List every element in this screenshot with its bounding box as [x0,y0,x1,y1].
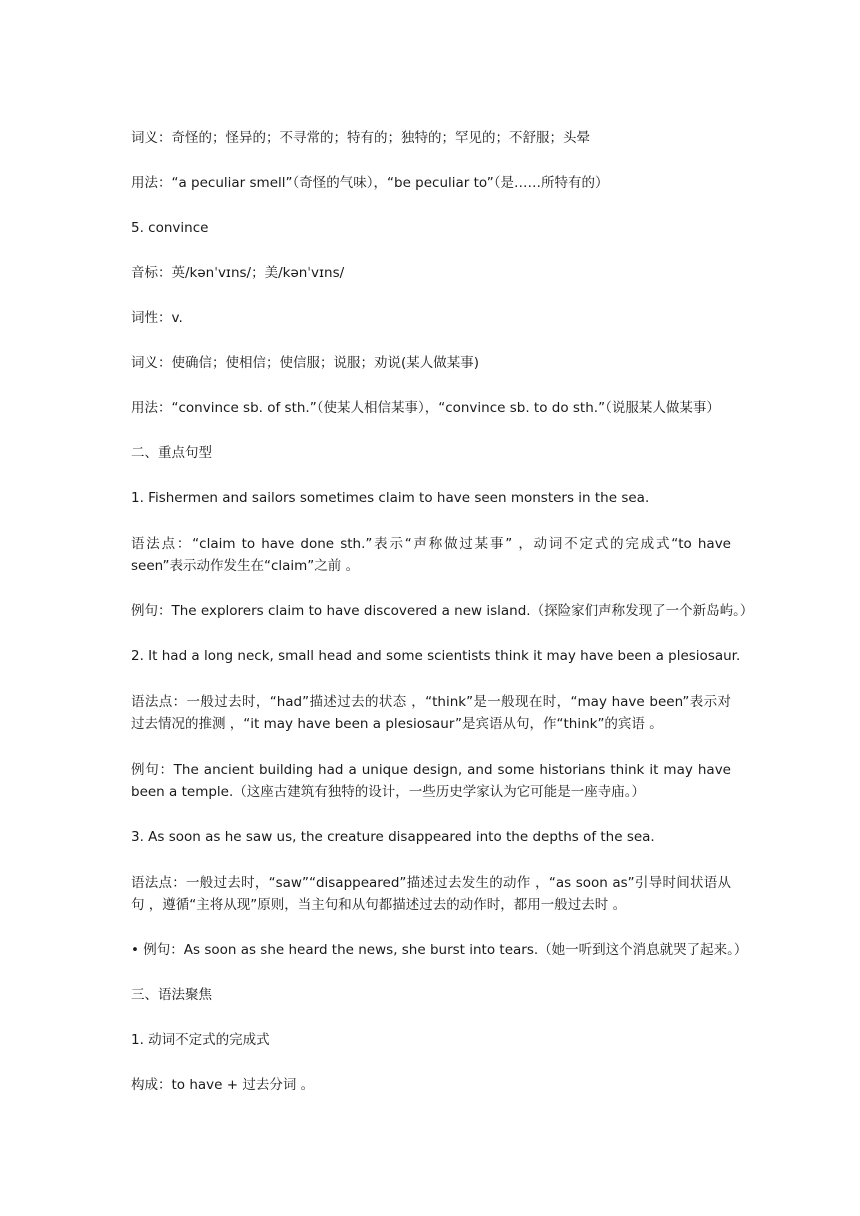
sentence-3: 3. As soon as he saw us, the creature disappeared into the depths of the sea. [131,829,655,845]
grammar-topic-1: 1. 动词不定式的完成式 [131,1032,270,1048]
example-2: 例句：The ancient building had a unique design, and some historians think it may have been a temple.（这座古建筑有独特的设计，一些历史学家认为它可能是一座寺庙。） [131,762,731,800]
usage-peculiar: 用法：“a peculiar smell”（奇怪的气味），“be peculiar to”（是……所特有的） [131,175,609,191]
meaning-peculiar: 词义：奇怪的；怪异的；不寻常的；特有的；独特的；罕见的；不舒服；头晕 [131,130,590,146]
sentence-1: 1. Fishermen and sailors sometimes claim to have seen monsters in the sea. [131,490,650,506]
sentence-2: 2. It had a long neck, small head and some scientists think it may have been a plesiosaur. [131,648,741,664]
example-3: • 例句：As soon as she heard the news, she burst into tears.（她一听到这个消息就哭了起来。） [131,942,748,958]
grammar-point-3: 语法点：一般过去时，“saw”“disappeared”描述过去发生的动作 ，“as soon as”引导时间状语从句 ，遵循“主将从现”原则，当主句和从句都描述过去的动作时，都用一般过去时 。 [131,875,731,913]
word-heading-convince: 5. convince [131,220,209,236]
phonetics-convince: 音标：英/kənˈvɪns/；美/kənˈvɪns/ [131,265,345,281]
section-heading-grammar-focus: 三、语法聚焦 [131,987,212,1003]
part-of-speech-convince: 词性：v. [131,310,183,326]
example-1: 例句：The explorers claim to have discovered a new island.（探险家们声称发现了一个新岛屿。） [131,603,754,619]
section-heading-key-sentences: 二、重点句型 [131,445,212,461]
structure-line: 构成：to have + 过去分词 。 [131,1077,315,1093]
grammar-point-2: 语法点：一般过去时，“had”描述过去的状态 ，“think”是一般现在时，“may have been”表示对过去情况的推测 ，“it may have been a plesiosaur”是宾语从句，作“think”的宾语 。 [131,694,731,732]
grammar-point-1: 语法点：“claim to have done sth.”表示“声称做过某事” ，动词不定式的完成式“to have seen”表示动作发生在“claim”之前 。 [131,536,731,574]
usage-convince: 用法：“convince sb. of sth.”（使某人相信某事），“convince sb. to do sth.”（说服某人做某事） [131,400,720,416]
meaning-convince: 词义：使确信；使相信；使信服；说服；劝说(某人做某事) [131,355,480,371]
